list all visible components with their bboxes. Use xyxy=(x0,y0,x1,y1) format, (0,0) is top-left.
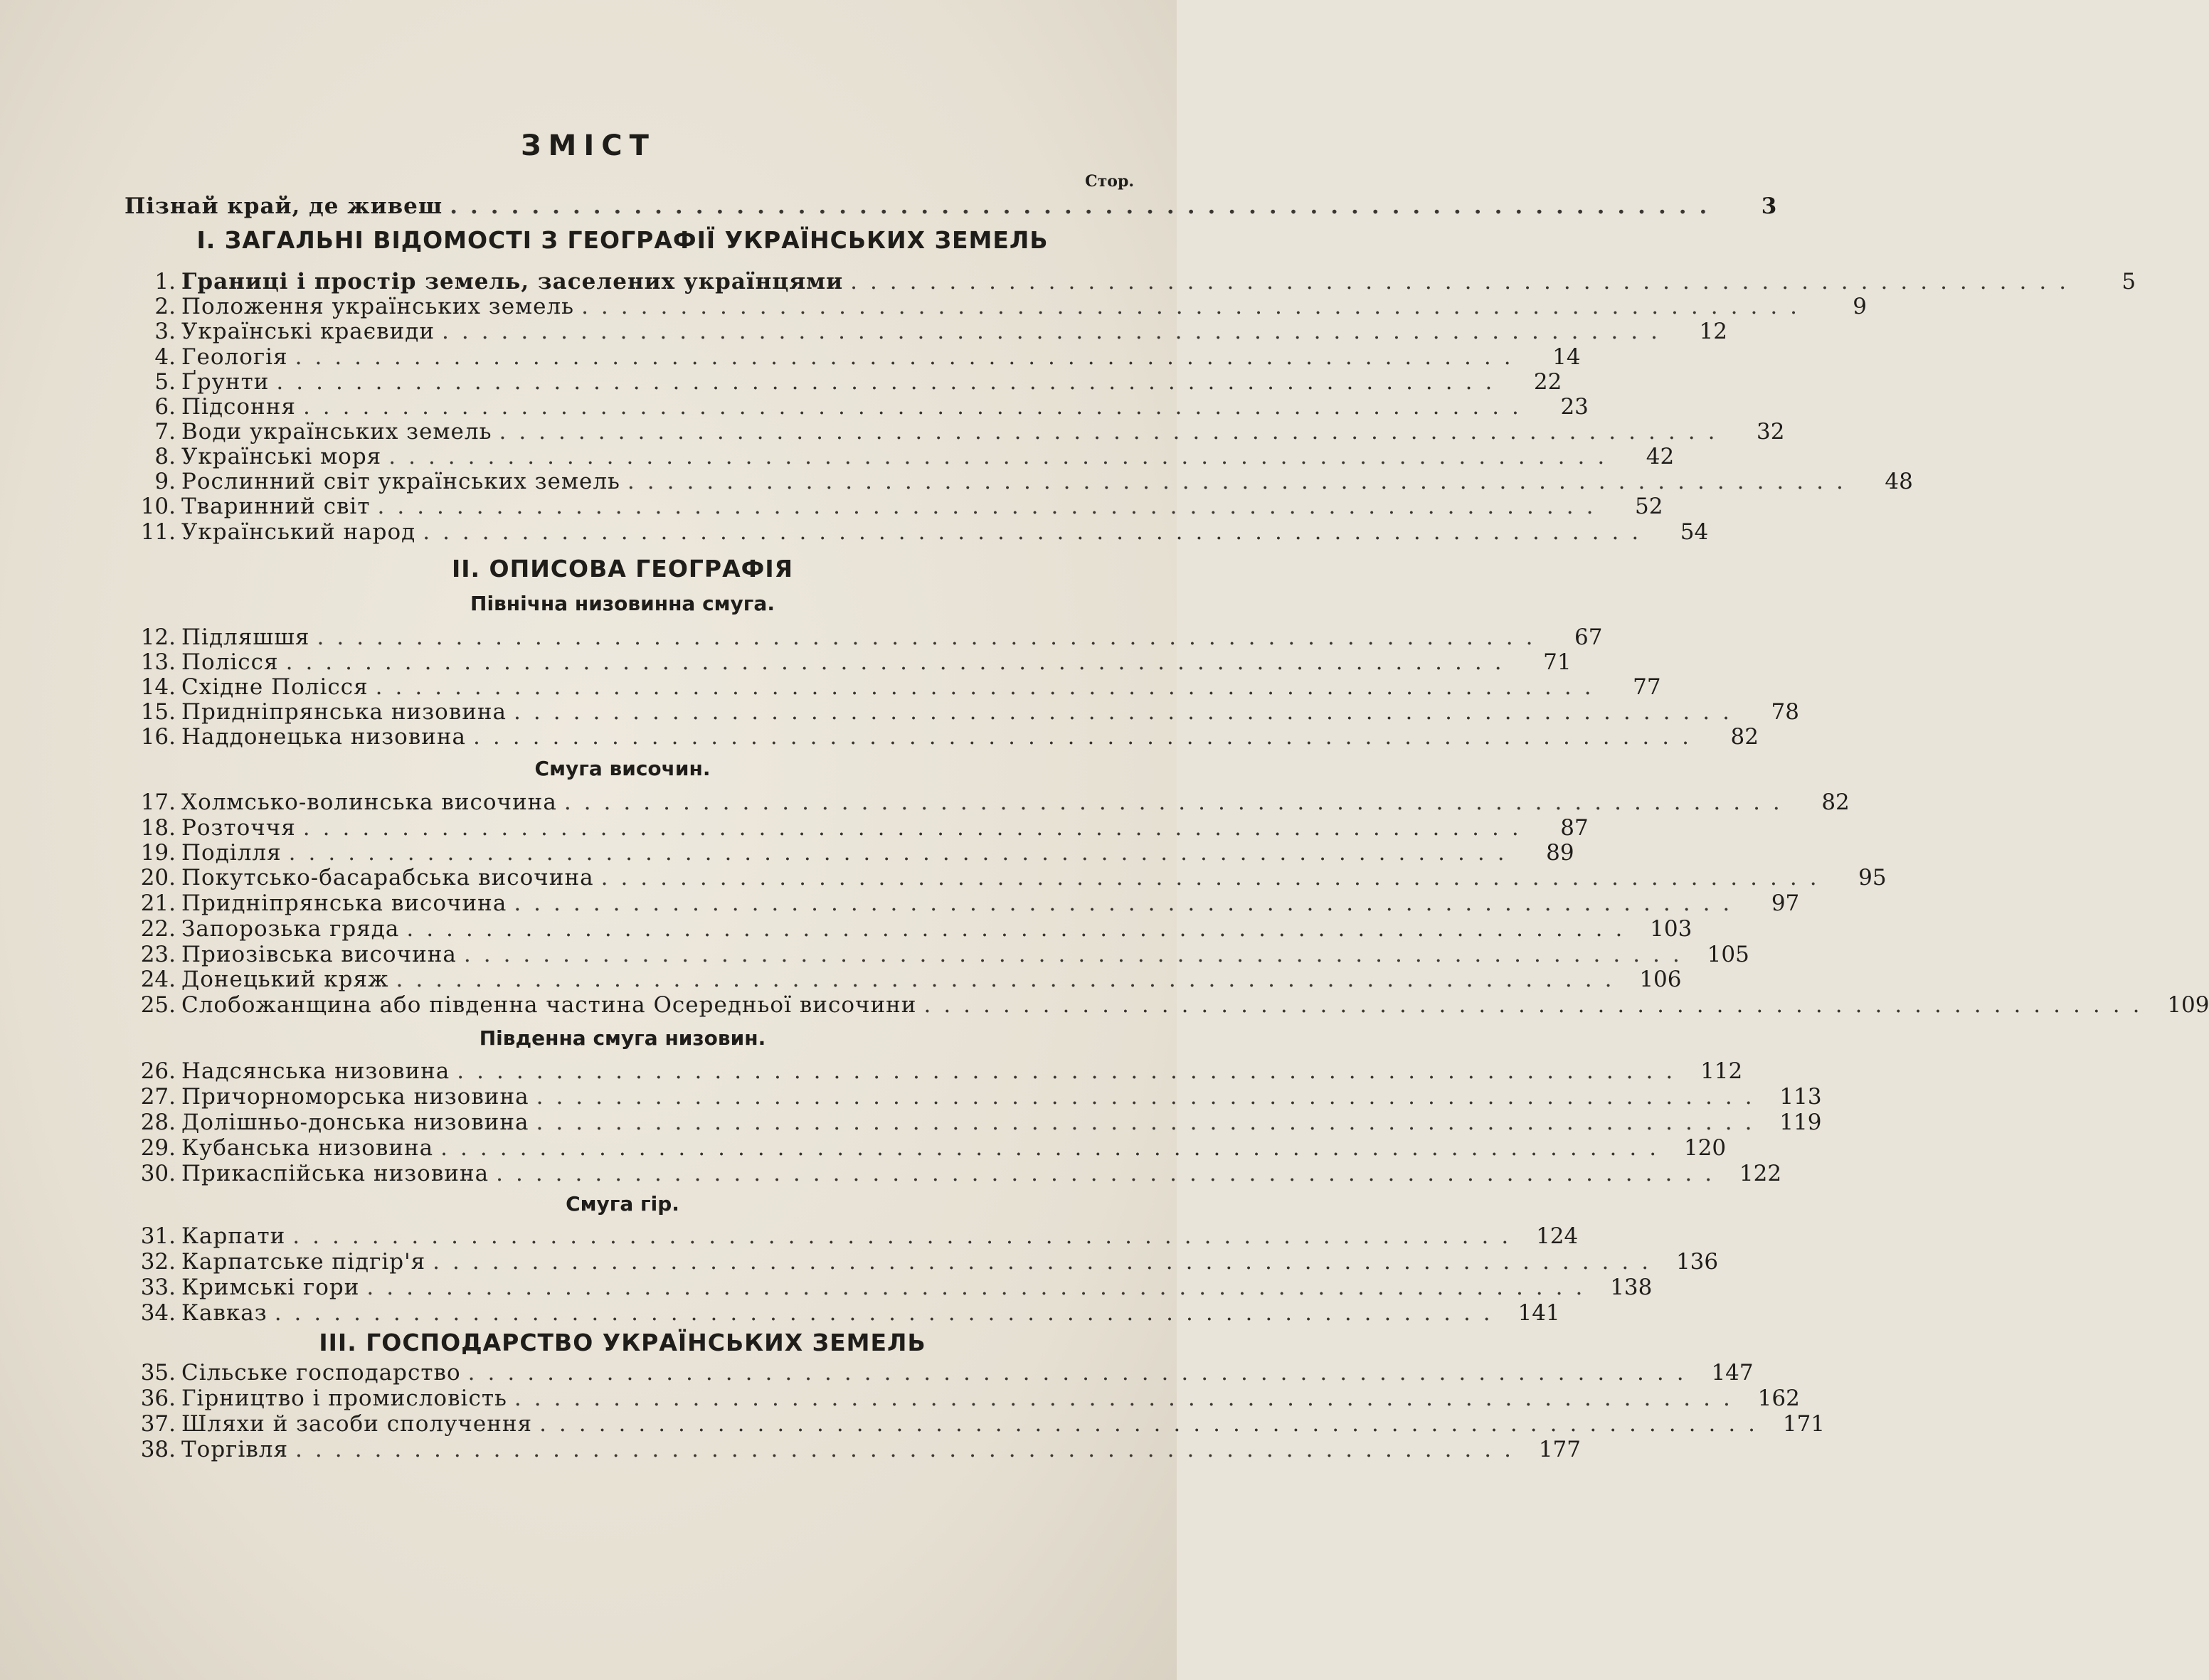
entry-page: 136 xyxy=(1675,1249,1719,1275)
entry-number: 25. xyxy=(140,992,176,1018)
entry-page: 71 xyxy=(1543,649,1572,675)
entry-text: Полісся xyxy=(181,649,279,675)
leader-dots: .............................................................. xyxy=(377,494,1606,519)
entry-number: 33. xyxy=(140,1275,176,1300)
entry-text: Наддонецька низовина xyxy=(181,724,467,750)
entry-page: 113 xyxy=(1779,1084,1822,1110)
toc-entry-intro xyxy=(125,193,1777,219)
entry-page: 141 xyxy=(1517,1300,1560,1326)
leader-dots: .............................................................. xyxy=(433,1249,1662,1275)
toc-entry xyxy=(125,815,1589,841)
leader-dots: .............................................................. xyxy=(423,519,1652,545)
leader-dots: .............................................................. xyxy=(285,649,1515,675)
toc-entry xyxy=(125,890,1800,916)
leader-dots: .............................................................. xyxy=(850,269,2080,294)
entry-page: 23 xyxy=(1560,394,1589,420)
toc-entry xyxy=(125,444,1675,469)
entry-text: Розточчя xyxy=(181,815,296,841)
leader-dots: .............................................................. xyxy=(292,1223,1522,1249)
toc-entry xyxy=(125,1300,1560,1326)
entry-text: Води українських земель xyxy=(181,419,492,445)
entry-page: 22 xyxy=(1533,369,1562,395)
leader-dots: .............................................................. xyxy=(375,674,1604,700)
entry-text: Рослинний світ українських земель xyxy=(181,469,620,494)
entry-page: 162 xyxy=(1757,1386,1800,1411)
toc-entry xyxy=(125,674,1661,700)
entry-page: 5 xyxy=(2121,269,2136,294)
entry-number: 38. xyxy=(140,1437,176,1462)
entry-number: 8. xyxy=(154,444,176,469)
leader-dots: .............................................................. xyxy=(923,992,2153,1018)
entry-number: 14. xyxy=(140,674,176,700)
entry-number: 12. xyxy=(140,624,176,650)
entry-text: Східне Полісся xyxy=(181,674,369,700)
entry-page: 14 xyxy=(1552,344,1581,370)
entry-page: 122 xyxy=(1739,1161,1782,1186)
page-title: ЗМІСТ xyxy=(521,129,656,162)
leader-dots: .............................................................. xyxy=(627,469,1856,494)
entry-text: Геологія xyxy=(181,344,288,370)
toc-entry xyxy=(125,1360,1754,1386)
toc-entry xyxy=(125,790,1850,815)
entry-page: 112 xyxy=(1700,1058,1743,1084)
entry-page: 171 xyxy=(1782,1411,1826,1437)
entry-number: 18. xyxy=(140,815,176,841)
leader-dots: .............................................................. xyxy=(539,1411,1769,1437)
entry-number: 37. xyxy=(140,1411,176,1437)
entry-page: 97 xyxy=(1771,890,1800,916)
leader-dots: .............................................................. xyxy=(442,319,1670,344)
leader-dots: .............................................................. xyxy=(302,815,1532,841)
entry-page: 120 xyxy=(1683,1135,1727,1161)
entry-text: Положення українських земель xyxy=(181,294,575,319)
entry-page: 147 xyxy=(1711,1360,1754,1386)
entry-number: 11. xyxy=(140,519,176,545)
entry-number: 19. xyxy=(140,840,176,866)
toc-entry xyxy=(125,419,1785,445)
toc-entry xyxy=(125,1223,1579,1249)
entry-number: 1. xyxy=(154,269,176,294)
toc-entry xyxy=(125,649,1572,675)
entry-text: Надсянська низовина xyxy=(181,1058,450,1084)
leader-dots: .............................................................. xyxy=(457,1058,1686,1084)
leader-dots: .............................................................. xyxy=(499,419,1728,445)
entry-text: Кримські гори xyxy=(181,1275,360,1300)
entry-page: 3 xyxy=(1761,193,1777,219)
entry-page: 89 xyxy=(1546,840,1574,866)
entry-page: 54 xyxy=(1680,519,1709,545)
entry-text: Українські моря xyxy=(181,444,382,469)
entry-number: 21. xyxy=(140,890,176,916)
entry-number: 3. xyxy=(154,319,176,344)
entry-number: 9. xyxy=(154,469,176,494)
leader-dots: .............................................................. xyxy=(563,790,1793,815)
entry-number: 24. xyxy=(140,967,176,992)
leader-dots: .............................................................. xyxy=(536,1084,1765,1110)
entry-text: Шляхи й засоби сполучення xyxy=(181,1411,533,1437)
entry-number: 6. xyxy=(154,394,176,420)
entry-number: 22. xyxy=(140,916,176,942)
toc-entry xyxy=(125,1386,1800,1411)
entry-text: Кубанська низовина xyxy=(181,1135,434,1161)
leader-dots: .............................................................. xyxy=(463,942,1692,967)
entry-text: Донецький кряж xyxy=(181,967,389,992)
entry-text: Причорноморська низовина xyxy=(181,1084,529,1110)
entry-number: 2. xyxy=(154,294,176,319)
entry-number: 5. xyxy=(154,369,176,395)
leader-dots: .............................................................. xyxy=(295,1437,1524,1462)
leader-dots: .............................................................. xyxy=(450,193,1720,219)
toc-entry xyxy=(125,1411,1826,1437)
subgroup-heading: Смуга височин. xyxy=(534,757,711,780)
toc-entry xyxy=(125,294,1868,319)
entry-text: Холмсько-волинська височина xyxy=(181,790,557,815)
toc-entry xyxy=(125,624,1603,650)
entry-text: Карпати xyxy=(181,1223,286,1249)
toc-entry xyxy=(125,1135,1727,1161)
toc-entry xyxy=(125,916,1692,942)
toc-entry xyxy=(125,1084,1822,1110)
subgroup-heading: Смуга гір. xyxy=(566,1192,679,1216)
entry-page: 42 xyxy=(1646,444,1675,469)
entry-page: 52 xyxy=(1635,494,1663,519)
toc-entry xyxy=(125,344,1581,370)
entry-text: Придніпрянська височина xyxy=(181,890,507,916)
entry-page: 103 xyxy=(1650,916,1692,942)
leader-dots: .............................................................. xyxy=(295,344,1524,370)
toc-entry xyxy=(125,967,1682,992)
entry-page: 95 xyxy=(1858,865,1887,890)
toc-entry xyxy=(125,369,1562,395)
toc-entry xyxy=(125,319,1727,344)
leader-dots: .............................................................. xyxy=(581,294,1811,319)
entry-text: Слобожанщина або південна частина Осередньої височини xyxy=(181,992,917,1018)
section-heading-1: І. ЗАГАЛЬНІ ВІДОМОСТІ З ГЕОГРАФІЇ УКРАЇНСЬКИХ ЗЕМЕЛЬ xyxy=(196,226,1049,254)
toc-entry xyxy=(125,942,1749,967)
toc-entry xyxy=(125,1161,1782,1186)
entry-text: Границі і простір земель, заселених українцями xyxy=(181,269,844,294)
leader-dots: .............................................................. xyxy=(317,624,1546,650)
toc-entry xyxy=(125,840,1574,866)
entry-text: Запорозька гряда xyxy=(181,916,400,942)
toc-entry xyxy=(125,469,1913,494)
entry-number: 23. xyxy=(140,942,176,967)
toc-entry xyxy=(125,519,1709,545)
entry-page: 87 xyxy=(1560,815,1589,841)
entry-number: 28. xyxy=(140,1110,176,1135)
leader-dots: .............................................................. xyxy=(514,699,1742,725)
entry-number: 35. xyxy=(140,1360,176,1386)
entry-text: Український народ xyxy=(181,519,416,545)
entry-page: 124 xyxy=(1536,1223,1579,1249)
entry-text: Прикаспійська низовина xyxy=(181,1161,489,1186)
entry-text: Підсоння xyxy=(181,394,296,420)
entry-text: Покутсько-басарабська височина xyxy=(181,865,594,890)
toc-entry xyxy=(125,865,1887,890)
entry-text: Поділля xyxy=(181,840,282,866)
entry-number: 32. xyxy=(140,1249,176,1275)
entry-page: 32 xyxy=(1756,419,1785,445)
entry-page: 82 xyxy=(1730,724,1759,750)
entry-text: Сільське господарство xyxy=(181,1360,461,1386)
entry-page: 67 xyxy=(1574,624,1603,650)
entry-text: Пізнай край, де живеш xyxy=(125,193,443,219)
subgroup-heading: Південна смуга низовин. xyxy=(479,1026,766,1050)
entry-page: 106 xyxy=(1639,967,1682,992)
toc-entry xyxy=(125,1110,1822,1135)
leader-dots: .............................................................. xyxy=(396,967,1625,992)
entry-text: Придніпрянська низовина xyxy=(181,699,507,725)
entry-number: 31. xyxy=(140,1223,176,1249)
entry-number: 29. xyxy=(140,1135,176,1161)
entry-page: 82 xyxy=(1821,790,1850,815)
leader-dots: .............................................................. xyxy=(514,890,1743,916)
entry-number: 13. xyxy=(140,649,176,675)
page-column-label: Стор. xyxy=(1085,172,1134,191)
entry-page: 177 xyxy=(1538,1437,1581,1462)
entry-text: Кавказ xyxy=(181,1300,267,1326)
entry-page: 78 xyxy=(1771,699,1799,725)
entry-text: Ґрунти xyxy=(181,369,270,395)
toc-entry xyxy=(125,699,1799,725)
entry-text: Карпатське підгір'я xyxy=(181,1249,426,1275)
toc-entry xyxy=(125,269,2136,294)
toc-entry xyxy=(125,494,1663,519)
leader-dots: .............................................................. xyxy=(406,916,1636,942)
leader-dots: .............................................................. xyxy=(473,724,1702,750)
toc-entry xyxy=(125,1058,1743,1084)
toc-entry xyxy=(125,1275,1653,1300)
entry-text: Долішньо-донська низовина xyxy=(181,1110,529,1135)
entry-page: 48 xyxy=(1885,469,1913,494)
entry-number: 27. xyxy=(140,1084,176,1110)
entry-number: 30. xyxy=(140,1161,176,1186)
section-heading-2: ІІ. ОПИСОВА ГЕОГРАФІЯ xyxy=(451,555,794,583)
leader-dots: .............................................................. xyxy=(274,1300,1503,1326)
entry-page: 9 xyxy=(1853,294,1868,319)
toc-entry xyxy=(125,724,1759,750)
entry-page: 138 xyxy=(1610,1275,1653,1300)
leader-dots: .............................................................. xyxy=(440,1135,1670,1161)
entry-number: 4. xyxy=(154,344,176,370)
subgroup-heading: Північна низовинна смуга. xyxy=(470,592,775,615)
entry-number: 34. xyxy=(140,1300,176,1326)
entry-page: 12 xyxy=(1699,319,1727,344)
leader-dots: .............................................................. xyxy=(366,1275,1596,1300)
entry-text: Тваринний світ xyxy=(181,494,371,519)
entry-text: Приозівська височина xyxy=(181,942,457,967)
leader-dots: .............................................................. xyxy=(302,394,1532,420)
entry-text: Підляшшя xyxy=(181,624,310,650)
entry-text: Українські краєвиди xyxy=(181,319,435,344)
leader-dots: .............................................................. xyxy=(276,369,1505,395)
toc-entry xyxy=(125,1437,1581,1462)
leader-dots: .............................................................. xyxy=(388,444,1618,469)
entry-page: 105 xyxy=(1707,942,1749,967)
toc-entry xyxy=(125,1249,1719,1275)
toc-entry xyxy=(125,394,1589,420)
leader-dots: .............................................................. xyxy=(496,1161,1725,1186)
entry-number: 26. xyxy=(140,1058,176,1084)
leader-dots: .............................................................. xyxy=(514,1386,1743,1411)
entry-text: Гірництво і промисловість xyxy=(181,1386,507,1411)
section-heading-3: ІІІ. ГОСПОДАРСТВО УКРАЇНСЬКИХ ЗЕМЕЛЬ xyxy=(319,1329,926,1356)
entry-page: 77 xyxy=(1633,674,1661,700)
entry-text: Торгівля xyxy=(181,1437,289,1462)
entry-number: 10. xyxy=(140,494,176,519)
leader-dots: .............................................................. xyxy=(600,865,1830,890)
entry-number: 20. xyxy=(140,865,176,890)
leader-dots: .............................................................. xyxy=(467,1360,1697,1386)
entry-number: 7. xyxy=(154,419,176,445)
entry-number: 16. xyxy=(140,724,176,750)
entry-number: 15. xyxy=(140,699,176,725)
entry-page: 119 xyxy=(1779,1110,1822,1135)
entry-number: 17. xyxy=(140,790,176,815)
toc-entry xyxy=(125,992,2209,1018)
entry-page: 109 xyxy=(2167,992,2209,1018)
leader-dots: .............................................................. xyxy=(288,840,1517,866)
entry-number: 36. xyxy=(140,1386,176,1411)
leader-dots: .............................................................. xyxy=(536,1110,1765,1135)
